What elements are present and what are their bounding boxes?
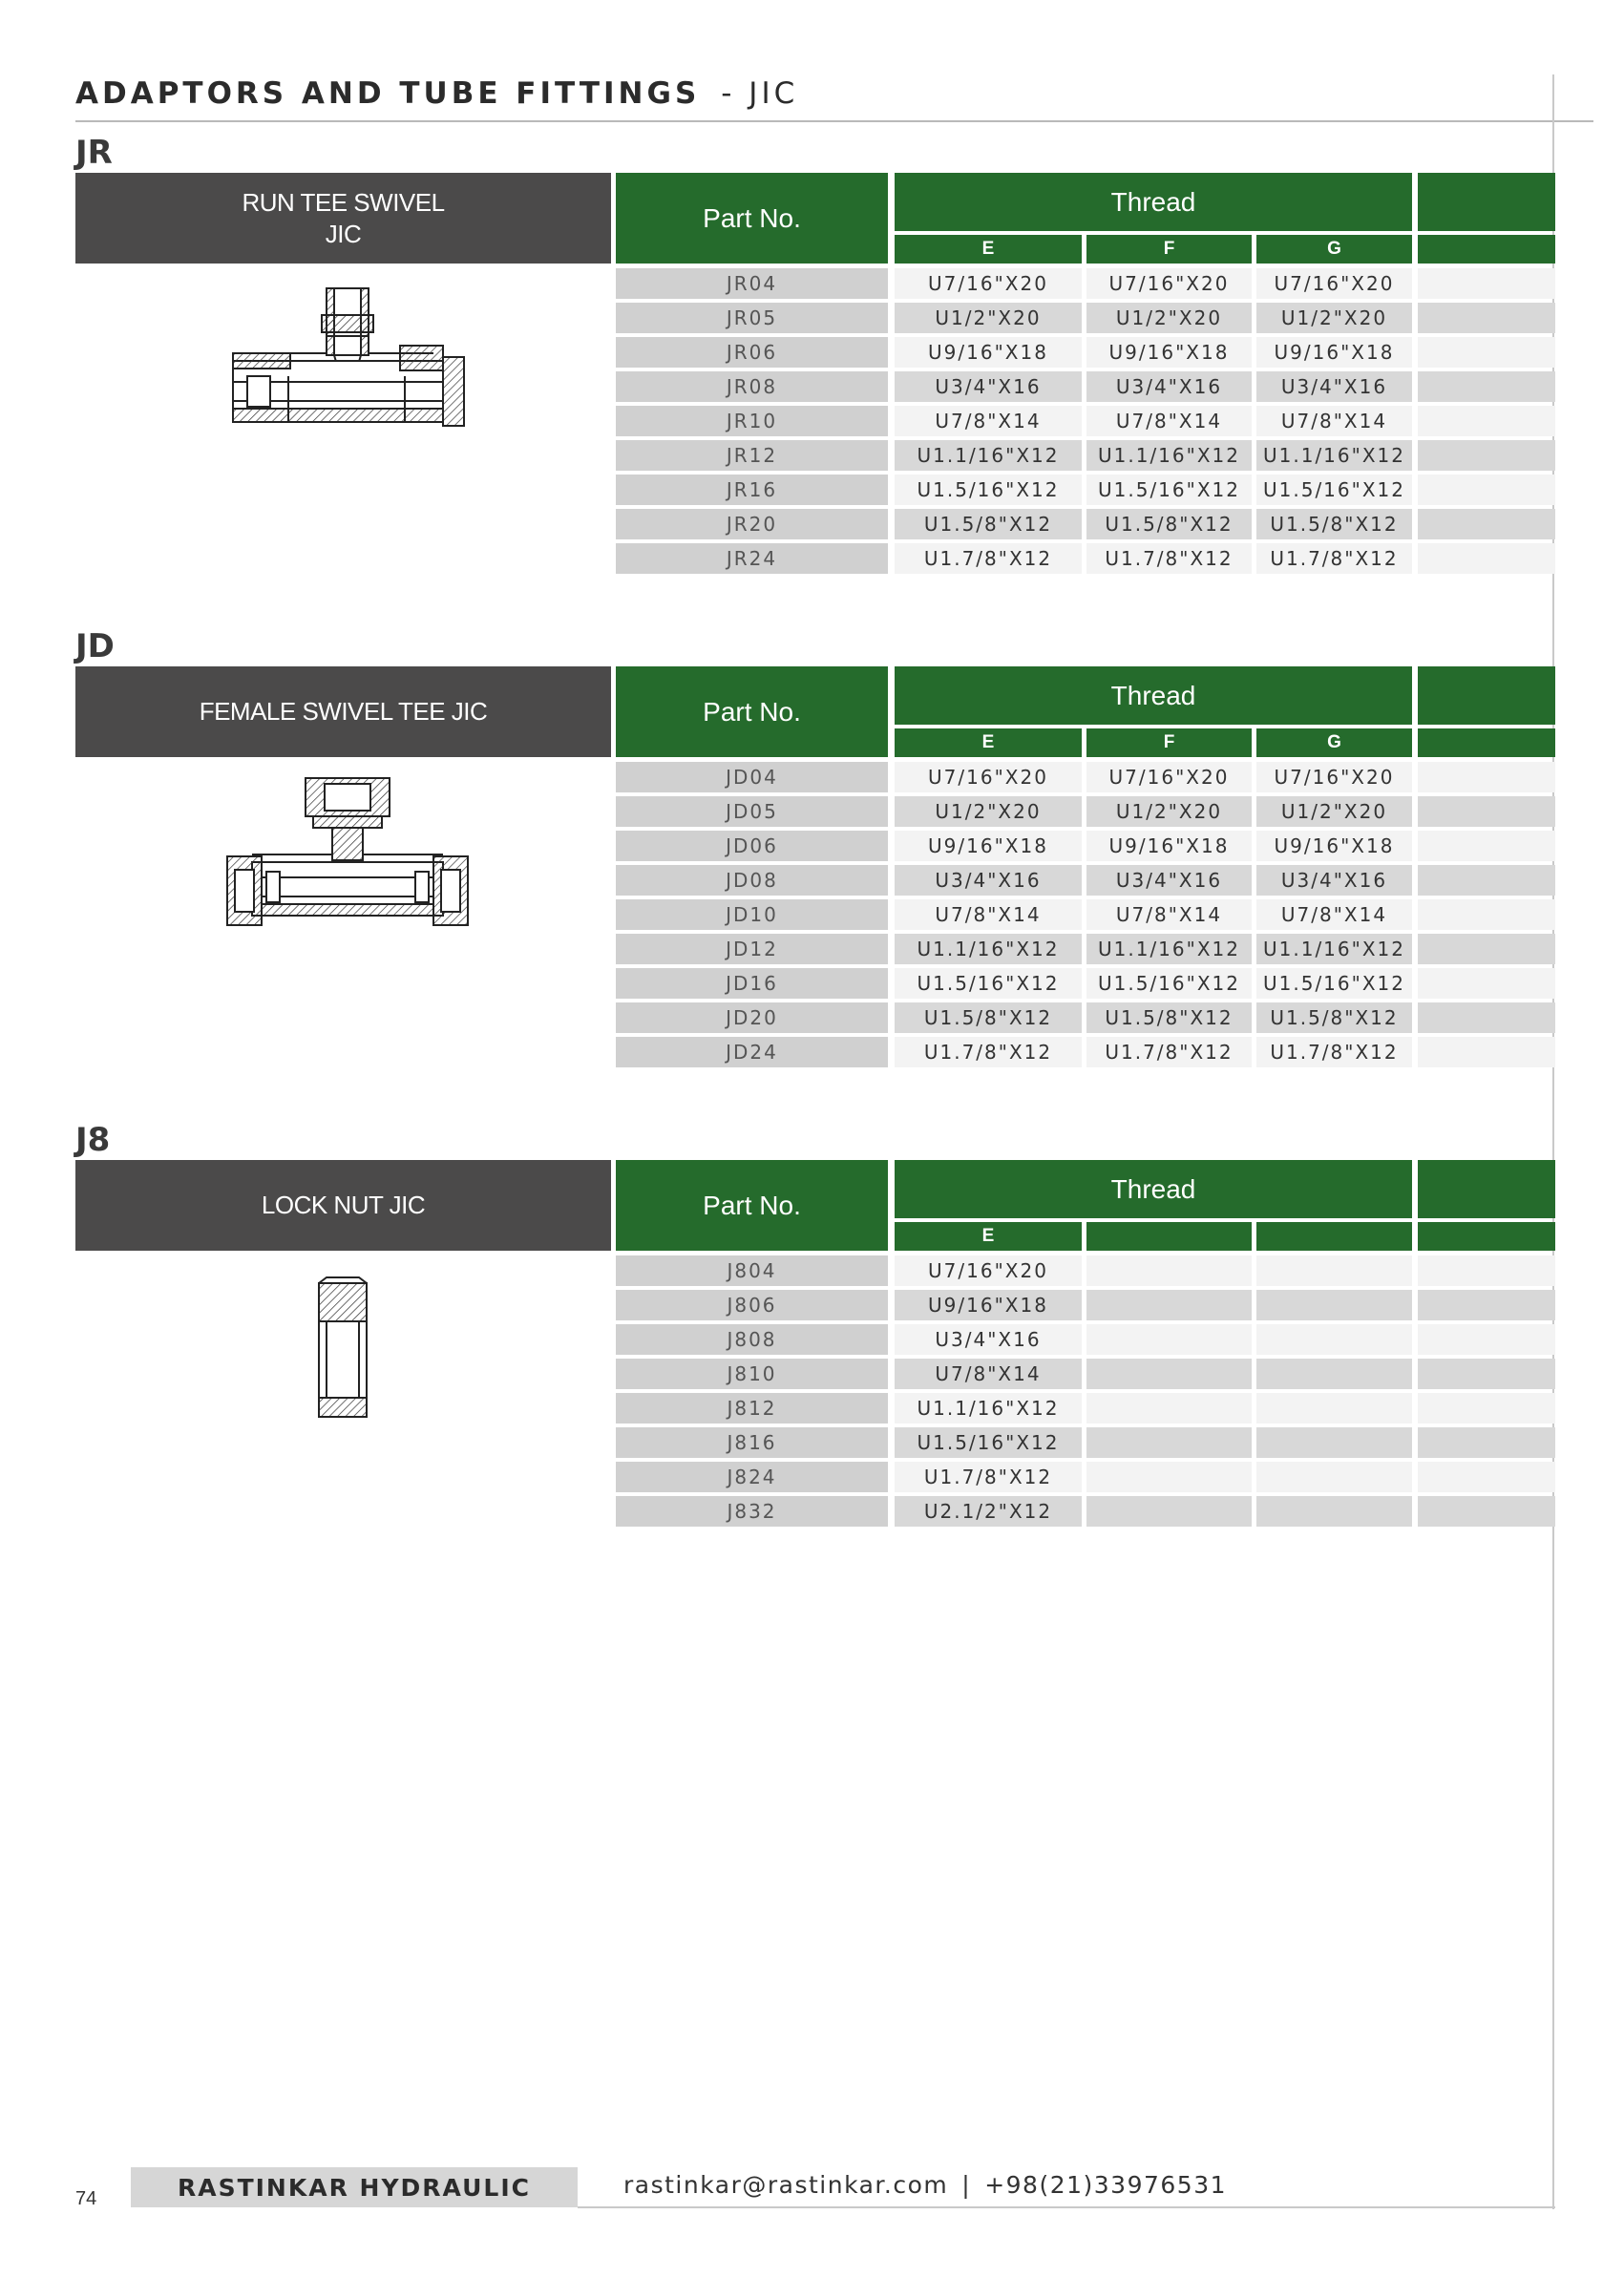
thread-f-cell: U1.5/16"X12 [1086, 968, 1252, 999]
part-cell: JR16 [616, 475, 888, 505]
table-row [616, 440, 1555, 471]
table-row [616, 1290, 1555, 1320]
thread-f-cell: U1.5/16"X12 [1086, 475, 1252, 505]
thread-e-cell: U7/16"X20 [895, 762, 1082, 792]
col-header-e: E [895, 235, 1082, 264]
thread-e-cell: U1.5/16"X12 [895, 475, 1082, 505]
section-jr [75, 134, 1555, 582]
thread-g-cell: U9/16"X18 [1256, 831, 1412, 861]
thread-g-cell: U7/8"X14 [1256, 406, 1412, 436]
thread-e-cell: U7/8"X14 [895, 406, 1082, 436]
extra-cell [1418, 1496, 1555, 1527]
thread-g-cell [1256, 1324, 1412, 1355]
thread-e-cell: U3/4"X16 [895, 1324, 1082, 1355]
thread-e-cell: U7/16"X20 [895, 268, 1082, 299]
thread-g-cell [1256, 1496, 1412, 1527]
part-cell: JR05 [616, 303, 888, 333]
col-header-e: E [895, 1222, 1082, 1251]
extra-cell [1418, 303, 1555, 333]
thread-f-cell: U7/16"X20 [1086, 268, 1252, 299]
section-description: LOCK NUT JIC [75, 1160, 611, 1251]
extra-cell [1418, 968, 1555, 999]
extra-cell [1418, 268, 1555, 299]
thread-f-cell: U3/4"X16 [1086, 865, 1252, 896]
thread-g-cell: U1.5/16"X12 [1256, 475, 1412, 505]
thread-e-cell: U2.1/2"X12 [895, 1496, 1082, 1527]
section-code: J8 [75, 1121, 111, 1159]
part-no-header: Part No. [616, 666, 888, 757]
thread-f-cell: U1/2"X20 [1086, 796, 1252, 827]
table-row [616, 303, 1555, 333]
thread-f-cell: U1.1/16"X12 [1086, 440, 1252, 471]
page-title [75, 76, 798, 111]
extra-cell [1418, 796, 1555, 827]
footer-contact [623, 2171, 1227, 2199]
part-no-header: Part No. [616, 1160, 888, 1251]
section-code: JR [75, 134, 113, 172]
part-cell: JR12 [616, 440, 888, 471]
thread-f-cell [1086, 1290, 1252, 1320]
part-cell: JD12 [616, 934, 888, 964]
col-header-g: G [1256, 235, 1412, 264]
thread-e-cell: U7/8"X14 [895, 899, 1082, 930]
part-cell: J806 [616, 1290, 888, 1320]
thread-e-cell: U1.7/8"X12 [895, 543, 1082, 574]
part-cell: JD16 [616, 968, 888, 999]
thread-e-cell: U1.5/8"X12 [895, 1002, 1082, 1033]
part-cell: JD06 [616, 831, 888, 861]
col-header-extra [1418, 1222, 1555, 1251]
lock-nut-drawing-icon [214, 1264, 481, 1436]
thread-e-cell: U1/2"X20 [895, 303, 1082, 333]
thread-header: Thread [895, 666, 1412, 725]
extra-cell [1418, 1002, 1555, 1033]
thread-f-cell: U1.5/8"X12 [1086, 509, 1252, 539]
thread-g-cell [1256, 1255, 1412, 1286]
part-cell: J832 [616, 1496, 888, 1527]
thread-f-cell: U9/16"X18 [1086, 831, 1252, 861]
section-description: RUN TEE SWIVEL JIC [75, 173, 611, 264]
thread-g-cell: U1.1/16"X12 [1256, 440, 1412, 471]
thread-g-cell [1256, 1393, 1412, 1424]
parts-table [616, 1160, 1555, 1561]
thread-e-cell: U3/4"X16 [895, 865, 1082, 896]
thread-f-cell: U1.5/8"X12 [1086, 1002, 1252, 1033]
extra-cell [1418, 1290, 1555, 1320]
extra-cell [1418, 934, 1555, 964]
table-row [616, 1496, 1555, 1527]
extra-cell [1418, 475, 1555, 505]
thread-f-cell [1086, 1462, 1252, 1492]
thread-g-cell: U3/4"X16 [1256, 371, 1412, 402]
thread-f-cell: U7/16"X20 [1086, 762, 1252, 792]
col-header-f [1086, 1222, 1252, 1251]
table-row [616, 1427, 1555, 1458]
col-header-g: G [1256, 728, 1412, 757]
page-title-sub: - JIC [721, 76, 799, 111]
thread-g-cell: U1.5/16"X12 [1256, 968, 1412, 999]
part-cell: JR06 [616, 337, 888, 368]
section-code: JD [75, 627, 115, 665]
extra-cell [1418, 371, 1555, 402]
thread-g-cell: U3/4"X16 [1256, 865, 1412, 896]
extra-cell [1418, 440, 1555, 471]
table-row [616, 1002, 1555, 1033]
thread-e-cell: U7/16"X20 [895, 1255, 1082, 1286]
table-row [616, 762, 1555, 792]
thread-f-cell: U1.1/16"X12 [1086, 934, 1252, 964]
thread-f-cell [1086, 1496, 1252, 1527]
thread-g-cell: U1.7/8"X12 [1256, 1037, 1412, 1067]
part-cell: J812 [616, 1393, 888, 1424]
thread-g-cell [1256, 1290, 1412, 1320]
extra-cell [1418, 406, 1555, 436]
thread-e-cell: U1/2"X20 [895, 796, 1082, 827]
thread-g-cell: U1.1/16"X12 [1256, 934, 1412, 964]
parts-table [616, 666, 1555, 1067]
table-row [616, 543, 1555, 574]
col-header-f: F [1086, 235, 1252, 264]
extra-header [1418, 173, 1555, 231]
part-no-header: Part No. [616, 173, 888, 264]
extra-cell [1418, 899, 1555, 930]
table-row [616, 475, 1555, 505]
extra-cell [1418, 762, 1555, 792]
section-j8 [75, 1121, 1555, 1570]
table-row [616, 1037, 1555, 1067]
thread-f-cell [1086, 1324, 1252, 1355]
table-row [616, 865, 1555, 896]
thread-g-cell: U7/8"X14 [1256, 899, 1412, 930]
extra-cell [1418, 509, 1555, 539]
thread-e-cell: U1.7/8"X12 [895, 1462, 1082, 1492]
parts-table [616, 173, 1555, 574]
page-number: 74 [75, 2188, 97, 2209]
thread-g-cell [1256, 1427, 1412, 1458]
extra-cell [1418, 1255, 1555, 1286]
thread-g-cell: U7/16"X20 [1256, 268, 1412, 299]
table-row [616, 934, 1555, 964]
table-row [616, 1359, 1555, 1389]
part-cell: J804 [616, 1255, 888, 1286]
section-description: FEMALE SWIVEL TEE JIC [75, 666, 611, 757]
thread-f-cell [1086, 1255, 1252, 1286]
thread-g-cell [1256, 1462, 1412, 1492]
thread-g-cell: U1/2"X20 [1256, 796, 1412, 827]
run-tee-swivel-drawing-icon [214, 277, 481, 449]
part-cell: J810 [616, 1359, 888, 1389]
extra-cell [1418, 1324, 1555, 1355]
table-row [616, 796, 1555, 827]
thread-f-cell: U1/2"X20 [1086, 303, 1252, 333]
thread-e-cell: U7/8"X14 [895, 1359, 1082, 1389]
part-cell: JD04 [616, 762, 888, 792]
table-row [616, 406, 1555, 436]
thread-f-cell [1086, 1393, 1252, 1424]
table-row [616, 831, 1555, 861]
extra-cell [1418, 1359, 1555, 1389]
title-rule [75, 120, 1593, 122]
part-cell: JR08 [616, 371, 888, 402]
col-header-f: F [1086, 728, 1252, 757]
thread-f-cell [1086, 1427, 1252, 1458]
page-title-main: ADAPTORS AND TUBE FITTINGS [75, 76, 701, 111]
footer-rule [578, 2206, 1555, 2208]
table-row [616, 1324, 1555, 1355]
thread-e-cell: U1.1/16"X12 [895, 440, 1082, 471]
table-row [616, 1462, 1555, 1492]
thread-g-cell: U1.5/8"X12 [1256, 509, 1412, 539]
thread-e-cell: U3/4"X16 [895, 371, 1082, 402]
thread-f-cell: U1.7/8"X12 [1086, 1037, 1252, 1067]
part-cell: J816 [616, 1427, 888, 1458]
thread-e-cell: U1.5/8"X12 [895, 509, 1082, 539]
thread-e-cell: U9/16"X18 [895, 831, 1082, 861]
part-cell: JR24 [616, 543, 888, 574]
thread-f-cell: U3/4"X16 [1086, 371, 1252, 402]
extra-cell [1418, 865, 1555, 896]
thread-e-cell: U1.5/16"X12 [895, 968, 1082, 999]
thread-g-cell: U1.5/8"X12 [1256, 1002, 1412, 1033]
thread-f-cell [1086, 1359, 1252, 1389]
extra-header [1418, 666, 1555, 725]
table-row [616, 1393, 1555, 1424]
thread-f-cell: U9/16"X18 [1086, 337, 1252, 368]
table-row [616, 337, 1555, 368]
extra-cell [1418, 543, 1555, 574]
company-name: RASTINKAR HYDRAULIC [131, 2167, 578, 2207]
table-row [616, 968, 1555, 999]
section-jd [75, 627, 1555, 1076]
thread-e-cell: U1.7/8"X12 [895, 1037, 1082, 1067]
table-row [616, 268, 1555, 299]
extra-cell [1418, 831, 1555, 861]
part-cell: JD08 [616, 865, 888, 896]
part-cell: JR04 [616, 268, 888, 299]
col-header-g [1256, 1222, 1412, 1251]
part-cell: JD20 [616, 1002, 888, 1033]
extra-cell [1418, 1393, 1555, 1424]
thread-e-cell: U1.1/16"X12 [895, 934, 1082, 964]
thread-g-cell: U9/16"X18 [1256, 337, 1412, 368]
table-row [616, 899, 1555, 930]
thread-header: Thread [895, 1160, 1412, 1218]
thread-f-cell: U7/8"X14 [1086, 899, 1252, 930]
thread-e-cell: U9/16"X18 [895, 337, 1082, 368]
extra-header [1418, 1160, 1555, 1218]
table-row [616, 371, 1555, 402]
footer-separator: | [961, 2171, 972, 2199]
extra-cell [1418, 1037, 1555, 1067]
thread-e-cell: U1.5/16"X12 [895, 1427, 1082, 1458]
thread-e-cell: U9/16"X18 [895, 1290, 1082, 1320]
phone-number[interactable]: +98(21)33976531 [984, 2171, 1228, 2199]
extra-cell [1418, 1462, 1555, 1492]
part-cell: J824 [616, 1462, 888, 1492]
extra-cell [1418, 337, 1555, 368]
part-cell: JD10 [616, 899, 888, 930]
table-row [616, 509, 1555, 539]
part-cell: JR20 [616, 509, 888, 539]
female-swivel-tee-drawing-icon [214, 770, 481, 942]
table-row [616, 1255, 1555, 1286]
thread-g-cell: U1.7/8"X12 [1256, 543, 1412, 574]
col-header-extra [1418, 235, 1555, 264]
col-header-e: E [895, 728, 1082, 757]
thread-f-cell: U1.7/8"X12 [1086, 543, 1252, 574]
email-link[interactable]: rastinkar@rastinkar.com [623, 2171, 949, 2199]
part-cell: JD05 [616, 796, 888, 827]
part-cell: JD24 [616, 1037, 888, 1067]
thread-e-cell: U1.1/16"X12 [895, 1393, 1082, 1424]
thread-g-cell: U7/16"X20 [1256, 762, 1412, 792]
thread-g-cell: U1/2"X20 [1256, 303, 1412, 333]
col-header-extra [1418, 728, 1555, 757]
extra-cell [1418, 1427, 1555, 1458]
thread-f-cell: U7/8"X14 [1086, 406, 1252, 436]
part-cell: J808 [616, 1324, 888, 1355]
thread-g-cell [1256, 1359, 1412, 1389]
thread-header: Thread [895, 173, 1412, 231]
part-cell: JR10 [616, 406, 888, 436]
